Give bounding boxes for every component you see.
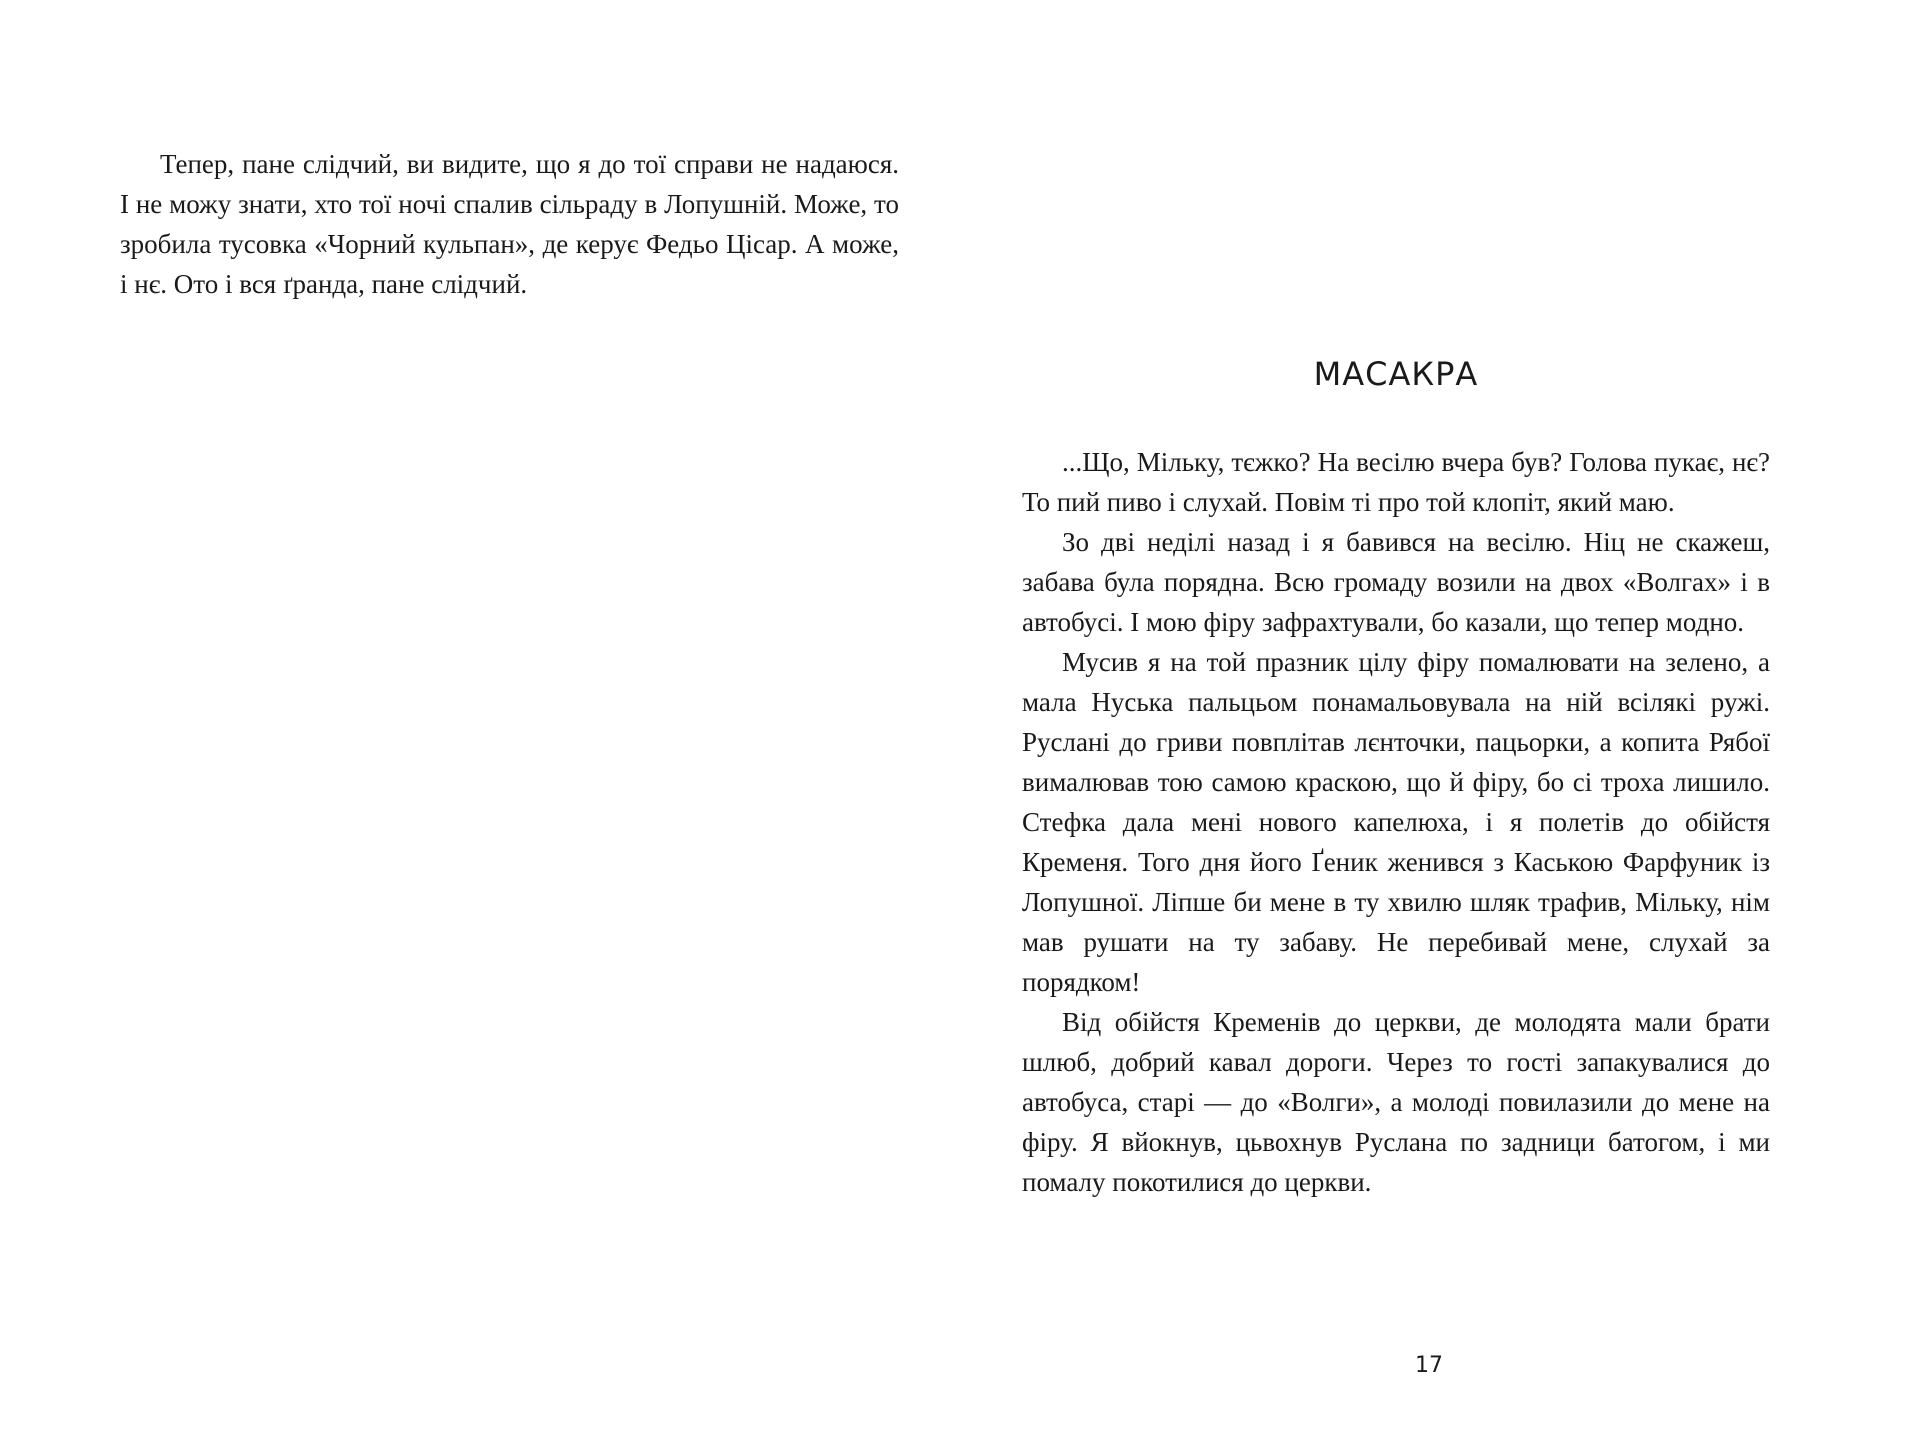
right-page [960, 0, 1920, 1440]
paragraph: Тепер, пане слідчий, ви видите, що я до тої справи не надаюся. І не можу знати, хто тої ночі спалив сільраду в Лопушній. Може, то зробила тусовка «Чорний кульпан», де керує Федьо Цісар. А може, і нє. Ото і вся ґранда, пане слідчий. [120, 149, 899, 299]
paragraph: Мусив я на той празник цілу фіру помалювати на зелено, а мала Нуська пальцьом понамальовувала на ній всілякі ружі. Руслані до гриви повплітав лєнточки, пацьорки, а копита Рябої вималював тою самою краскою, що й фіру, бо сі троха лишило. Стефка дала мені нового капелюха, і я полетів до обійстя Кременя. Того дня його Ґеник женився з Каською Фарфуник із Лопушної. Ліпше би мене в ту хвилю шляк трафив, Мільку, нім мав рушати на ту забаву. Не перебивай мене, слухай за порядком! [1022, 647, 1770, 997]
paragraph: Зо дві неділі назад і я бавився на весілю. Ніц не скажеш, забава була порядна. Всю громаду возили на двох «Волгах» і в автобусі. І мою фіру зафрахтували, бо казали, що тепер модно. [1022, 527, 1770, 637]
page-number: 17 [1415, 1353, 1443, 1378]
paragraph: Від обійстя Кременів до церкви, де молодята мали брати шлюб, добрий кавал дороги. Через то гості запакувалися до автобуса, старі — до «Волги», а молоді повилазили до мене на фіру. Я вйокнув, цьвохнув Руслана по задници батогом, і ми помалу покотилися до церкви. [1022, 1007, 1770, 1197]
right-page-text [1022, 442, 1770, 1202]
paragraph: ...Що, Мільку, тєжко? На весілю вчера був? Голова пукає, нє? То пий пиво і слухай. Повім ті про той клопіт, який маю. [1022, 447, 1770, 517]
chapter-title: МАСАКРА [1313, 355, 1479, 393]
left-page-text [120, 144, 899, 304]
